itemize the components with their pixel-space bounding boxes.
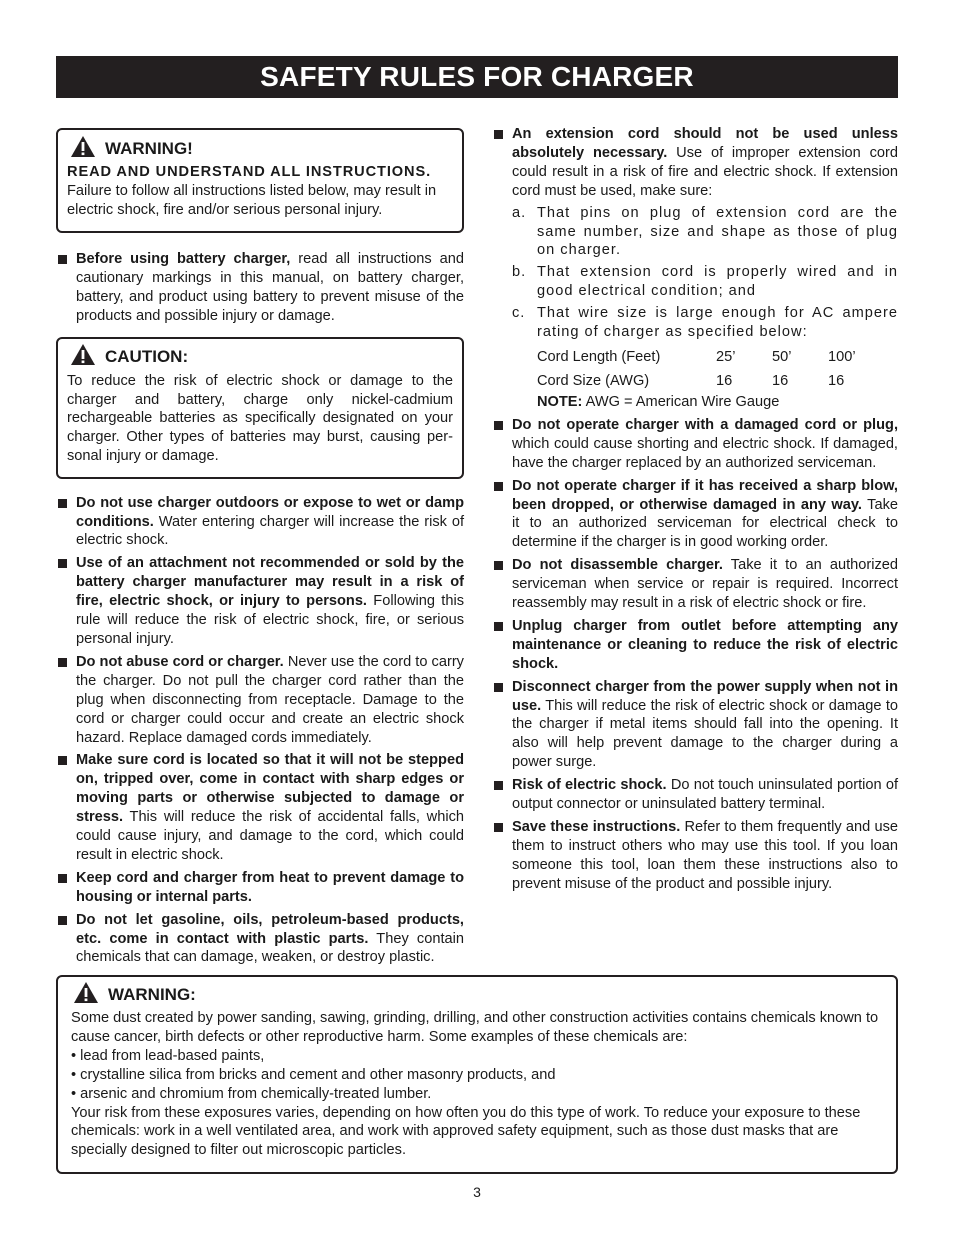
bullet-bold-text: Do not operate charger with a damaged cord or plug,: [512, 416, 898, 433]
list-item: [56, 751, 464, 864]
bullet-bold-text: Do not disassemble charger.: [512, 557, 723, 574]
bullet-square-icon: [494, 622, 503, 631]
list-item: [492, 125, 898, 412]
bullet-bold-text: Make sure cord is located so that it will not be stepped on, tripped over, come in contact with sharp edges or moving parts or otherwise subjected to damage or stress.: [76, 752, 464, 826]
list-item: [56, 554, 464, 649]
extension-text: Use of improper extension cord could result in a risk of fire and electric shock. If extension cord must be used, make sure:: [512, 144, 898, 199]
bullet-square-icon: [494, 823, 503, 832]
warning-heading-row: [67, 137, 453, 161]
list-item: [492, 776, 898, 814]
bullet-text: Refer to them frequently and use them to instruct others who may use this tool. If you loan someone this tool, loan them these instructions also to prevent misuse of the product and possible injury.: [512, 819, 898, 892]
bullet-square-icon: [58, 255, 67, 264]
sub-item-c: c. That wire size is large enough for AC ampere rating of charger as specified below:: [512, 305, 898, 341]
caution-heading: CAUTION:: [105, 347, 189, 367]
sub-item-a: a. That pins on plug of extension cord are the same number, size and shape as those of plug on charger.: [512, 204, 898, 259]
bullet-bold-text: Disconnect charger from the power supply when not in use.: [512, 678, 898, 714]
bullet-bold-text: Use of an attachment not recommended or sold by the battery charger manufacturer may result in a risk of fire, electric shock, or injury to persons.: [76, 555, 464, 610]
left-column: [56, 128, 464, 971]
bullet-square-icon: [494, 683, 503, 692]
list-item: [492, 416, 898, 473]
page-number: 3: [473, 1184, 481, 1200]
bullet-text: read all instructions and cautionary markings in this manual, on battery charger, battery, and product using battery to prevent misuse of the products and possible injury or damage.: [76, 251, 464, 324]
bullet-text: Take it to an authorized serviceman when service or repair is required. Incorrect reassembly may result in a risk of electric shock or fire.: [512, 557, 898, 612]
bullet-square-icon: [494, 482, 503, 491]
bullet-bold-text: Keep cord and charger from heat to prevent damage to housing or internal parts.: [76, 869, 464, 905]
list-item: [492, 477, 898, 553]
bullet-square-icon: [494, 421, 503, 430]
dust-chemical-item: • arsenic and chromium from chemically-treated lumber.: [71, 1085, 432, 1102]
extension-bold: An extension cord should not be used unless absolutely necessary.: [512, 126, 898, 161]
table-row: Cord Size (AWG) 16 16 16: [537, 372, 845, 389]
sub-item-b: b. That extension cord is properly wired and in good electrical condition; and: [512, 264, 898, 300]
dust-warning-heading-row: [70, 983, 883, 1007]
dust-warning-intro: Some dust created by power sanding, sawing, grinding, drilling, and other construction activities contains chemicals known to cause cancer, birth defects or other reproductive harm. Some examples of these chemicals are:: [71, 1010, 879, 1045]
dust-chemical-item: • lead from lead-based paints,: [71, 1047, 265, 1064]
bullet-list-b: [56, 494, 464, 968]
bullet-square-icon: [494, 781, 503, 790]
dust-warning-heading: WARNING:: [108, 984, 196, 1004]
bullet-list-right: [492, 416, 898, 894]
dust-warning-box: [56, 975, 898, 1174]
bullet-bold-text: Unplug charger from outlet before attempting any maintenance or cleaning to reduce the risk of electric shock.: [512, 617, 898, 672]
bullet-square-icon: [58, 756, 67, 765]
bullet-square-icon: [494, 561, 503, 570]
right-column: [492, 125, 898, 898]
list-item: [492, 617, 898, 674]
warning-text: Failure to follow all instructions listed below, may result in electric shock, fire and/or serious personal injury.: [67, 182, 437, 218]
bullet-text: Following this rule will reduce the risk of electric shock, fire, or serious personal injury.: [76, 593, 464, 647]
bullet-list-a: [56, 250, 464, 326]
caution-heading-row: [67, 346, 453, 370]
warning-triangle-icon: [70, 135, 96, 164]
bullet-bold-text: Risk of electric shock.: [512, 777, 667, 794]
cord-size-table: [537, 345, 898, 393]
bullet-text: They contain chemicals that can damage, weaken, or destroy plastic.: [76, 930, 464, 966]
bullet-square-icon: [58, 916, 67, 925]
bullet-square-icon: [58, 499, 67, 508]
bullet-bold-text: Do not abuse cord or charger.: [76, 653, 284, 670]
bullet-text: which could cause shorting and electric shock. If damaged, have the charger replaced by an authorized serviceman.: [512, 435, 898, 471]
list-item: [56, 911, 464, 968]
dust-warning-outro: Your risk from these exposures varies, depending on how often you do this type of work. To reduce your exposure to these chemicals: work in a well ventilated area, and work with approved safety equipment, such as those dust masks that are specially designed to filter out microscopic particles.: [71, 1104, 861, 1159]
bullet-square-icon: [58, 559, 67, 568]
list-item: [492, 818, 898, 894]
bullet-text: Water entering charger will increase the risk of electric shock.: [76, 513, 464, 549]
dust-warning-triangle-icon: [73, 981, 99, 1010]
caution-box: [56, 337, 464, 479]
dust-chemical-item: • crystalline silica from bricks and cement and other masonry products, and: [71, 1066, 556, 1083]
bullet-bold-text: Do not let gasoline, oils, petroleum-based products, etc. come in contact with plastic parts.: [76, 911, 464, 947]
bullet-bold-text: Before using battery charger,: [76, 251, 291, 267]
bullet-text: This will reduce the risk of accidental falls, which could cause injury, and damage to the cord, which could result in electric shock.: [76, 809, 464, 863]
list-item: [492, 678, 898, 773]
table-row: Cord Length (Feet) 25’ 50’ 100’: [537, 348, 856, 365]
bullet-text: This will reduce the risk of electric shock or damage to the charger if metal items should fall into the opening. It also will help prevent damage to the charger during a power surge.: [512, 697, 898, 771]
warning-heading: WARNING!: [105, 138, 193, 158]
page-title: SAFETY RULES FOR CHARGER: [56, 56, 898, 98]
warning-box: [56, 128, 464, 233]
caution-text: To reduce the risk of electric shock or damage to the charger and battery, charge only nickel-cadmium rechargeable batteries as specifically designated on your charger. Other types of batteries may burst, causing per-sonal injury or damage.: [67, 372, 453, 465]
warning-lead: READ AND UNDERSTAND ALL INSTRUCTIONS.: [67, 164, 432, 180]
caution-triangle-icon: [70, 343, 96, 372]
extension-cord-list: [492, 125, 898, 412]
bullet-text: Never use the cord to carry the charger. Do not pull the charger cord rather than the plug when disconnecting from receptacle. Damage to the cord or charger could occur and create an electric shock hazard. Replace damaged cords immediately.: [76, 653, 464, 746]
bullet-text: Do not touch uninsulated portion of output connector or uninsulated battery terminal.: [512, 777, 898, 813]
bullet-square-icon: [494, 130, 503, 139]
extension-sub-list: [512, 204, 898, 342]
awg-note: NOTE: AWG = American Wire Gauge: [537, 393, 780, 410]
bullet-bold-text: Save these instructions.: [512, 819, 681, 835]
list-item: [56, 653, 464, 748]
bullet-square-icon: [58, 874, 67, 883]
bullet-bold-text: Do not operate charger if it has received a sharp blow, been dropped, or otherwise damaged in any way.: [512, 477, 898, 513]
list-item: [492, 556, 898, 613]
bullet-text: Take it to an authorized serviceman for electrical check to determine if the charger is in good working order.: [512, 496, 898, 551]
bullet-bold-text: Do not use charger outdoors or expose to wet or damp conditions.: [76, 494, 464, 530]
list-item: [56, 250, 464, 326]
list-item: [56, 869, 464, 907]
bullet-square-icon: [58, 658, 67, 667]
list-item: [56, 494, 464, 551]
